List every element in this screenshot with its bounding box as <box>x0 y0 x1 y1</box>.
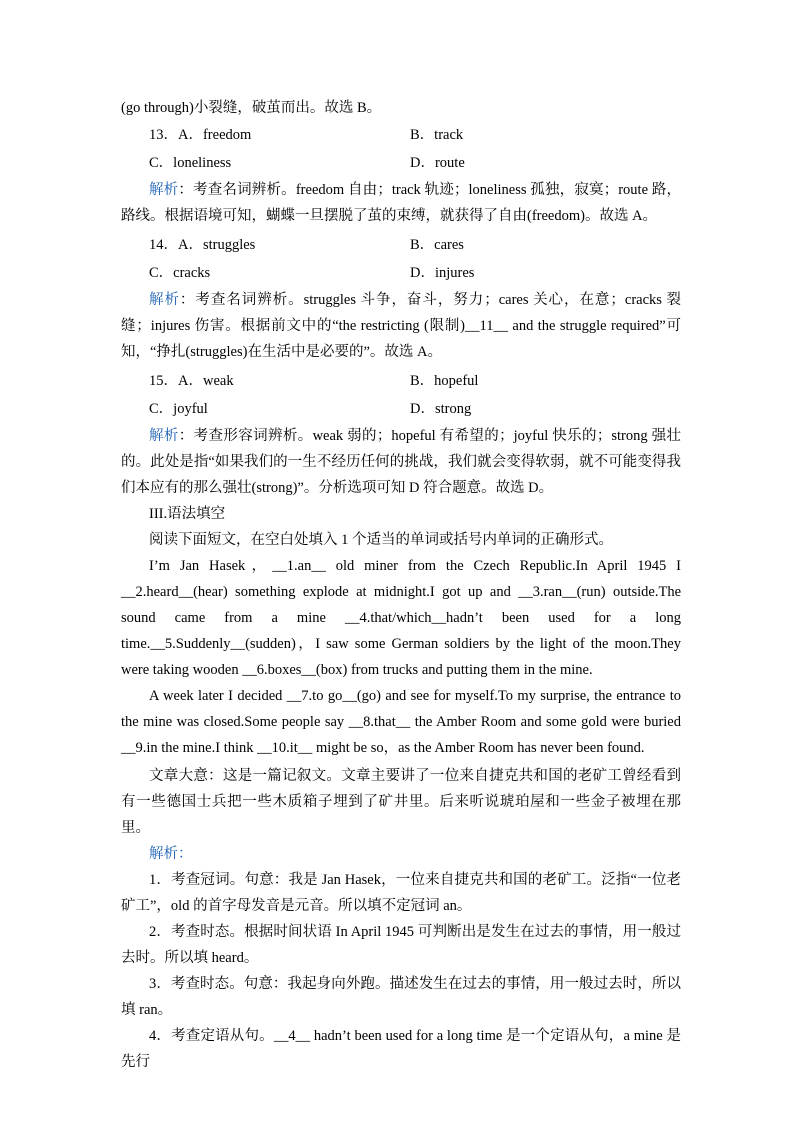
passage-text: (go) and see for myself.To my surprise, the entrance to the mine was closed.Some people say <box>121 688 682 730</box>
q15-explanation-label: 解析 <box>149 428 179 444</box>
q14-option-c: C．cracks <box>149 265 211 281</box>
section-instruction: 阅读下面短文，在空白处填入 1 个适当的单词或括号内单词的正确形式。 <box>149 532 613 548</box>
passage-paragraph-2 <box>121 683 681 761</box>
q13-explanation-text: ：考查名词辨析。freedom 自由；track 轨迹；loneliness 孤独，寂寞；route 路，路线。根据语境可知，蝴蝶一旦摆脱了茧的束缚，就获得了自由(freedom)。故选 A。 <box>121 182 681 224</box>
blank-10-answer: __10.it__ <box>257 740 313 756</box>
passage-text: the Amber Room and some gold were buried <box>410 714 681 730</box>
q13-option-a: 13．A．freedom <box>149 127 252 143</box>
q14-option-d: D．injures <box>410 265 475 281</box>
analysis-item-4 <box>121 1023 681 1075</box>
q13-option-c: C．loneliness <box>149 155 232 171</box>
blank-5-answer: __5.Suddenly__ <box>150 636 246 652</box>
q14-explanation <box>121 287 681 365</box>
q15-option-d: D．strong <box>410 401 472 417</box>
blank-2-answer: __2.heard__ <box>121 584 194 600</box>
q15-explanation-text: ：考查形容词辨析。weak 弱的；hopeful 有希望的；joyful 快乐的；strong 强壮的。此处是指“如果我们的一生不经历任何的挑战，我们就会变得软弱，就不可能变得我们本应有的那么强壮(strong)”。分析选项可知 D 符合题意。故选 D。 <box>121 428 682 496</box>
blank-7-answer: __7.to go__ <box>286 688 357 704</box>
q13-explanation <box>121 177 681 229</box>
analysis-4-post: hadn’t been used for a long time 是一个定语从句，a mine 是先行 <box>121 1028 681 1070</box>
analysis-label: 解析： <box>149 846 193 862</box>
passage-summary: 文章大意：这是一篇记叙文。文章主要讲了一位来自捷克共和国的老矿工曾经看到有一些德国士兵把一些木质箱子埋到了矿井里。后来听说琥珀屋和一些金子被埋在那里。 <box>121 768 681 836</box>
passage-text: (sudden)，I saw some German soldiers by the light of the moon.They were taking wooden <box>121 636 681 678</box>
blank-6-answer: __6.boxes__ <box>242 662 316 678</box>
blank-8-answer: __8.that__ <box>348 714 411 730</box>
analysis-4-blank: __4__ <box>273 1028 311 1044</box>
q13-options-row2 <box>121 149 681 177</box>
q15-explanation <box>121 423 681 501</box>
q15-option-b: B．hopeful <box>410 373 479 389</box>
q14-options-row2 <box>121 259 681 287</box>
q14-blank: __11__ <box>465 318 508 334</box>
passage-text: old miner from the Czech Republic.In April 1945 I <box>325 558 681 574</box>
q13-option-b: B．track <box>410 127 464 143</box>
analysis-4-pre: 4．考查定语从句。 <box>149 1028 274 1044</box>
q15-option-c: C．joyful <box>149 401 208 417</box>
q15-options-row2 <box>121 395 681 423</box>
q13-option-d: D．route <box>410 155 465 171</box>
q14-option-a: 14．A．struggles <box>149 237 256 253</box>
blank-3-answer: __3.ran__ <box>518 584 577 600</box>
blank-1-answer: __1.an__ <box>272 558 326 574</box>
passage-text: hadn’t been used for a long time. <box>121 610 682 652</box>
analysis-item-2: 2．考查时态。根据时间状语 In April 1945 可判断出是发生在过去的事情，用一般过去时。所以填 heard。 <box>121 924 681 966</box>
q14-options-row1 <box>121 231 681 259</box>
passage-text: A week later I decided <box>149 688 287 704</box>
q14-explanation-pre: ：考查名词辨析。struggles 斗争，奋斗，努力；cares 关心，在意；cracks 裂缝；injures 伤害。根据前文中的“the restricting (限制) <box>121 292 681 334</box>
passage-text: (box) from trucks and putting them in the mine. <box>315 662 593 678</box>
passage-text: (run) outside.The sound came from a mine <box>121 584 682 626</box>
q14-explanation-post: and the struggle required”可知，“挣扎(struggles)在生活中是必要的”。故选 A。 <box>121 318 682 360</box>
analysis-item-3: 3．考查时态。句意：我起身向外跑。描述发生在过去的事情，用一般过去时，所以填 ran。 <box>121 976 681 1018</box>
passage-text: I’m Jan Hasek， <box>149 558 273 574</box>
passage-text: might be so，as the Amber Room has never been found. <box>312 740 645 756</box>
q13-options-row1 <box>121 121 681 149</box>
blank-9-answer: __9.in <box>121 740 158 756</box>
q15-option-a: 15．A．weak <box>149 373 234 389</box>
document-content <box>121 95 681 1075</box>
blank-4-answer: __4.that/which__ <box>344 610 447 626</box>
passage-paragraph-1 <box>121 553 681 683</box>
analysis-item-1: 1．考查冠词。句意：我是 Jan Hasek，一位来自捷克共和国的老矿工。泛指“一位老矿工”，old 的首字母发音是元音。所以填不定冠词 an。 <box>121 872 681 914</box>
section-title: III.语法填空 <box>149 506 226 522</box>
q14-explanation-label: 解析 <box>149 292 180 308</box>
q15-options-row1 <box>121 367 681 395</box>
intro-line: (go through)小裂缝，破茧而出。故选 B。 <box>121 100 382 116</box>
passage-text: the mine.I think <box>157 740 258 756</box>
passage-text: (hear) something explode at midnight.I got up and <box>193 584 519 600</box>
q14-option-b: B．cares <box>410 237 464 253</box>
q13-explanation-label: 解析 <box>149 182 179 198</box>
